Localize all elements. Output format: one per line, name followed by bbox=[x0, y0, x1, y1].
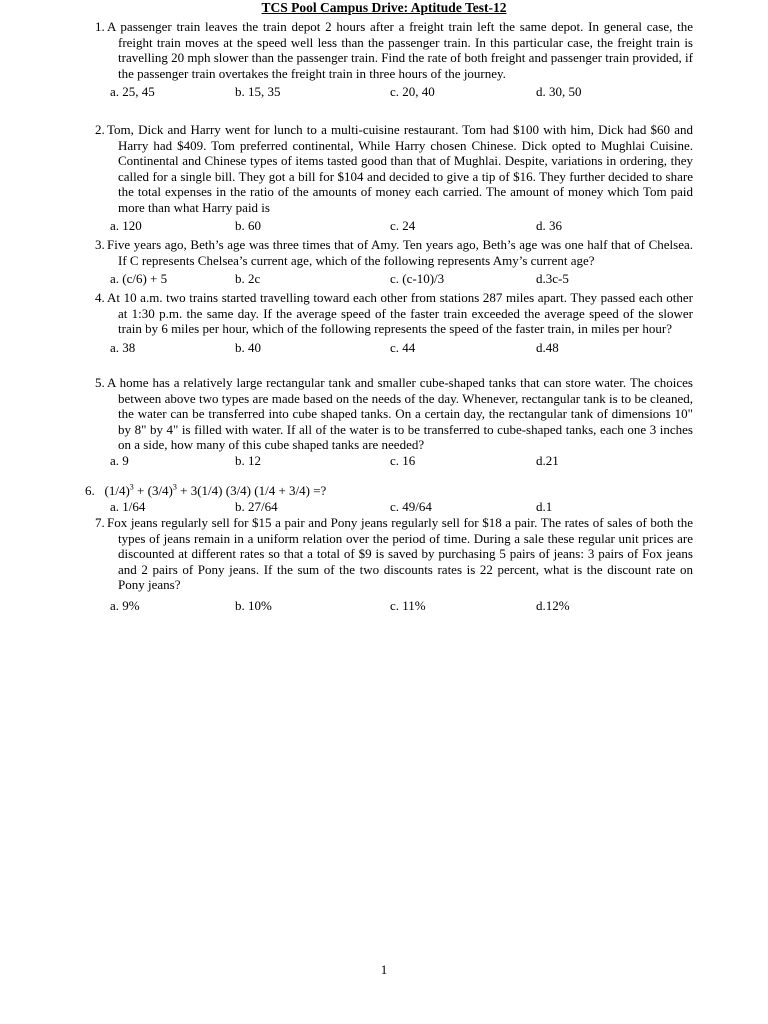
question-5 bbox=[95, 375, 693, 468]
option-a: a. 38 bbox=[110, 339, 136, 355]
expression-part: (1/4) bbox=[104, 483, 130, 498]
option-a: a. 25, 45 bbox=[110, 84, 155, 99]
options-row bbox=[95, 598, 693, 613]
exponent: 3 bbox=[129, 482, 134, 492]
question-body: Fox jeans regularly sell for $15 a pair and Pony jeans regularly sell for $18 a pair. The rates of sales of both the types of jeans remain in a uniform relation over the period of time. During a sale these regular unit prices are discounted at different rates so that a total of $9 is saved by purchasing 5 pairs of jeans: 3 pairs of Fox jeans and 2 pairs of Pony jeans. If the sum of the two discounts rates is 22 percent, what is the discount rate on Pony jeans? bbox=[107, 515, 693, 592]
question-number: 2. bbox=[95, 122, 105, 137]
expression-part: + (3/4) bbox=[133, 483, 173, 498]
option-d: d.1 bbox=[536, 498, 553, 514]
exponent: 3 bbox=[172, 482, 177, 492]
options-row bbox=[95, 271, 693, 286]
option-a: a. (c/6) + 5 bbox=[110, 271, 168, 286]
question-body: Five years ago, Beth’s age was three times that of Amy. Ten years ago, Beth’s age was one half that of Chelsea. If C represents Chelsea’s current age, which of the following represents Amy’s current age? bbox=[107, 237, 693, 268]
option-a: a. 9 bbox=[110, 452, 129, 468]
question-2 bbox=[95, 122, 693, 233]
question-7 bbox=[95, 515, 693, 613]
page-number: 1 bbox=[380, 962, 388, 977]
option-d: d. 30, 50 bbox=[536, 84, 582, 99]
option-d: d. 36 bbox=[536, 218, 562, 233]
option-c: c. 20, 40 bbox=[390, 84, 435, 99]
option-d: d.12% bbox=[536, 597, 570, 613]
option-c: c. (c-10)/3 bbox=[390, 271, 445, 286]
option-d: d.48 bbox=[536, 339, 559, 355]
question-number: 3. bbox=[95, 237, 105, 252]
option-a: a. 1/64 bbox=[110, 498, 146, 514]
question-1 bbox=[95, 19, 693, 99]
option-b: b. 10% bbox=[235, 597, 272, 613]
option-c: c. 24 bbox=[390, 218, 416, 233]
option-b: b. 15, 35 bbox=[235, 84, 281, 99]
option-a: a. 9% bbox=[110, 597, 140, 613]
question-text bbox=[95, 375, 693, 453]
question-4 bbox=[95, 290, 693, 355]
option-b: b. 12 bbox=[235, 452, 261, 468]
question-text bbox=[95, 19, 693, 81]
question-text bbox=[95, 515, 693, 593]
option-b: b. 40 bbox=[235, 339, 261, 355]
question-body: A passenger train leaves the train depot 2 hours after a freight train left the same depot. In general case, the freight train moves at the speed well less than the passenger train. In this particular case, the freight train is travelling 20 mph slower than the passenger train. Find the rate of both freight and passenger train provided, if the passenger train overtakes the freight train in three hours of the journey. bbox=[107, 19, 693, 81]
option-b: b. 27/64 bbox=[235, 498, 278, 514]
options-row bbox=[95, 499, 693, 514]
option-c: c. 16 bbox=[390, 452, 416, 468]
question-body: Tom, Dick and Harry went for lunch to a multi-cuisine restaurant. Tom had $100 with him, Dick had $60 and Harry had $409. Tom preferred continental, While Harry chosen Chinese. Dick opted to Mughlai Cuisine. Continental and Chinese types of items tasted good than that of Mughlai. Despite, variations in ordering, they called for a single bill. They got a bill for $104 and decided to give a tip of $16. They further decided to share the total expenses in the ratio of the amounts of money each carried. The amount of money which Tom paid more than what Harry paid is bbox=[107, 122, 693, 215]
question-body: At 10 a.m. two trains started travelling toward each other from stations 287 miles apart. They passed each other at 1:30 p.m. the same day. If the average speed of the faster train exceeded the average speed of the slower train by 6 miles per hour, which of the following represents the speed of the faster train, in miles per hour? bbox=[107, 290, 693, 336]
question-3 bbox=[95, 237, 693, 286]
option-c: c. 44 bbox=[390, 339, 416, 355]
question-text bbox=[95, 290, 693, 337]
option-d: d.3c-5 bbox=[536, 271, 569, 286]
options-row bbox=[95, 218, 693, 233]
question-body: A home has a relatively large rectangular tank and smaller cube-shaped tanks that can store water. The choices between above two types are made based on the needs of the day. Whenever, rectangular tank is to be cleaned, the water can be transferred into cube shaped tanks. On a certain day, the rectangular tank of dimensions 10" by 8" by 4" is filled with water. If all of the water is to be transferred to cube-shaped tanks, each one 3 inches on a side, how many of this cube shaped tanks are needed? bbox=[107, 375, 693, 452]
question-number: 6. bbox=[85, 483, 95, 498]
question-number: 4. bbox=[95, 290, 105, 305]
question-number: 5. bbox=[95, 375, 105, 390]
question-6 bbox=[85, 482, 693, 514]
question-text bbox=[95, 122, 693, 215]
option-b: b. 2c bbox=[235, 271, 261, 286]
option-a: a. 120 bbox=[110, 218, 142, 233]
page-title: TCS Pool Campus Drive: Aptitude Test-12 bbox=[261, 0, 507, 15]
question-text bbox=[85, 483, 693, 499]
option-c: c. 49/64 bbox=[390, 498, 432, 514]
question-text bbox=[95, 237, 693, 268]
option-c: c. 11% bbox=[390, 597, 426, 613]
option-b: b. 60 bbox=[235, 218, 261, 233]
question-number: 1. bbox=[95, 19, 105, 34]
options-row bbox=[95, 340, 693, 355]
question-number: 7. bbox=[95, 515, 105, 530]
expression-part: + 3(1/4) (3/4) (1/4 + 3/4) =? bbox=[176, 483, 327, 498]
options-row bbox=[95, 84, 693, 99]
option-d: d.21 bbox=[536, 452, 559, 468]
options-row bbox=[95, 453, 693, 468]
